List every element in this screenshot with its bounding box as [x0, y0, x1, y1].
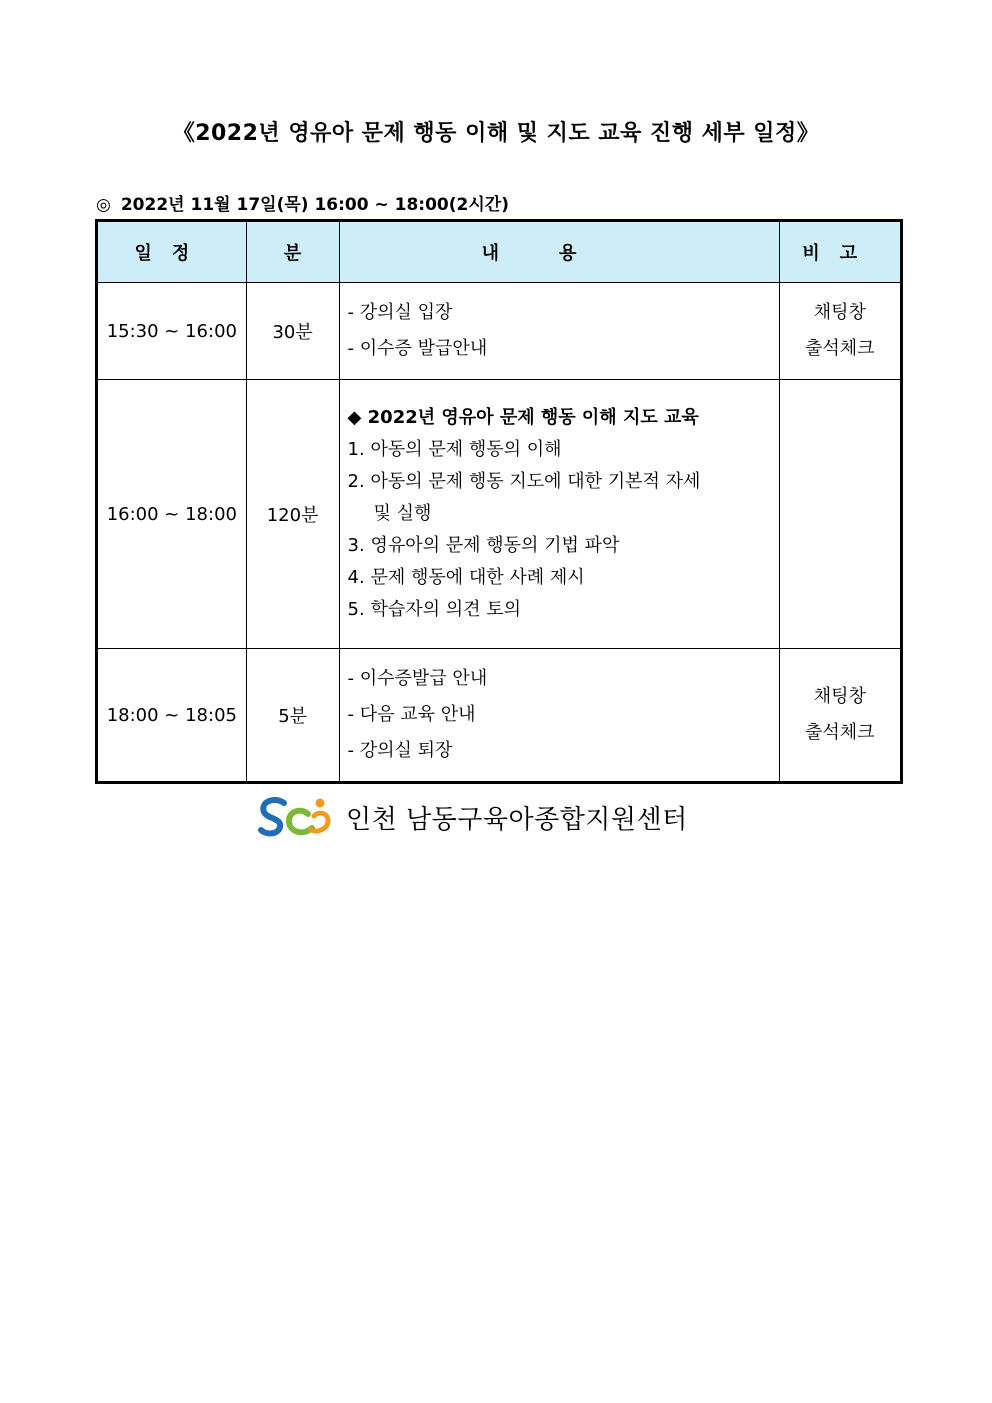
date-line: [96, 190, 509, 215]
content-line: - 이수증발급 안내: [347, 668, 488, 689]
org-name: 인천 남동구육아종합지원센터: [346, 804, 688, 835]
content-line: 3. 영유아의 문제 행동의 기법 파악: [347, 535, 620, 556]
footer-logo: [258, 794, 688, 840]
row-time: 15:30 ~ 16:00: [97, 283, 247, 380]
content-line: 1. 아동의 문제 행동의 이해: [347, 439, 562, 460]
header-schedule: 일정: [97, 221, 247, 283]
content-line: 4. 문제 행동에 대한 사례 제시: [347, 567, 585, 588]
row-time: 18:00 ~ 18:05: [97, 649, 247, 783]
content-line: - 다음 교육 안내: [347, 704, 476, 725]
table-row: [97, 283, 902, 380]
content-line: 2. 아동의 문제 행동 지도에 대한 기본적 자세: [347, 471, 701, 492]
row-duration: 5분: [246, 649, 339, 783]
header-minutes: 분: [246, 221, 339, 283]
note-line: 채팅창: [813, 302, 866, 323]
date-text: 2022년 11월 17일(목) 16:00 ~ 18:00(2시간): [120, 195, 509, 215]
note-line: 채팅창: [813, 686, 866, 707]
row-duration: 120분: [246, 380, 339, 649]
table-header-row: [97, 221, 902, 283]
header-remarks: 비고: [779, 221, 901, 283]
row-content: [339, 649, 779, 783]
content-line: - 강의실 입장: [347, 302, 453, 323]
header-content: 내용: [339, 221, 779, 283]
schedule-table: [95, 219, 903, 784]
content-heading: ◆ 2022년 영유아 문제 행동 이해 지도 교육: [347, 407, 699, 428]
table-row: [97, 649, 902, 783]
page-title: 《2022년 영유아 문제 행동 이해 및 지도 교육 진행 세부 일정》: [172, 121, 820, 146]
row-note: [779, 380, 901, 649]
note-line: 출석체크: [805, 722, 875, 743]
sc-swirl-logo-icon: [258, 794, 332, 840]
content-line: - 이수증 발급안내: [347, 338, 488, 359]
note-line: 출석체크: [805, 338, 875, 359]
row-content: [339, 380, 779, 649]
double-circle-icon: ◎: [96, 195, 111, 215]
content-line: 및 실행: [373, 503, 432, 524]
row-note: [779, 649, 901, 783]
content-line: 5. 학습자의 의견 토의: [347, 599, 521, 620]
row-content: [339, 283, 779, 380]
table-row: [97, 380, 902, 649]
content-line: - 강의실 퇴장: [347, 740, 453, 761]
row-duration: 30분: [246, 283, 339, 380]
row-note: [779, 283, 901, 380]
row-time: 16:00 ~ 18:00: [97, 380, 247, 649]
